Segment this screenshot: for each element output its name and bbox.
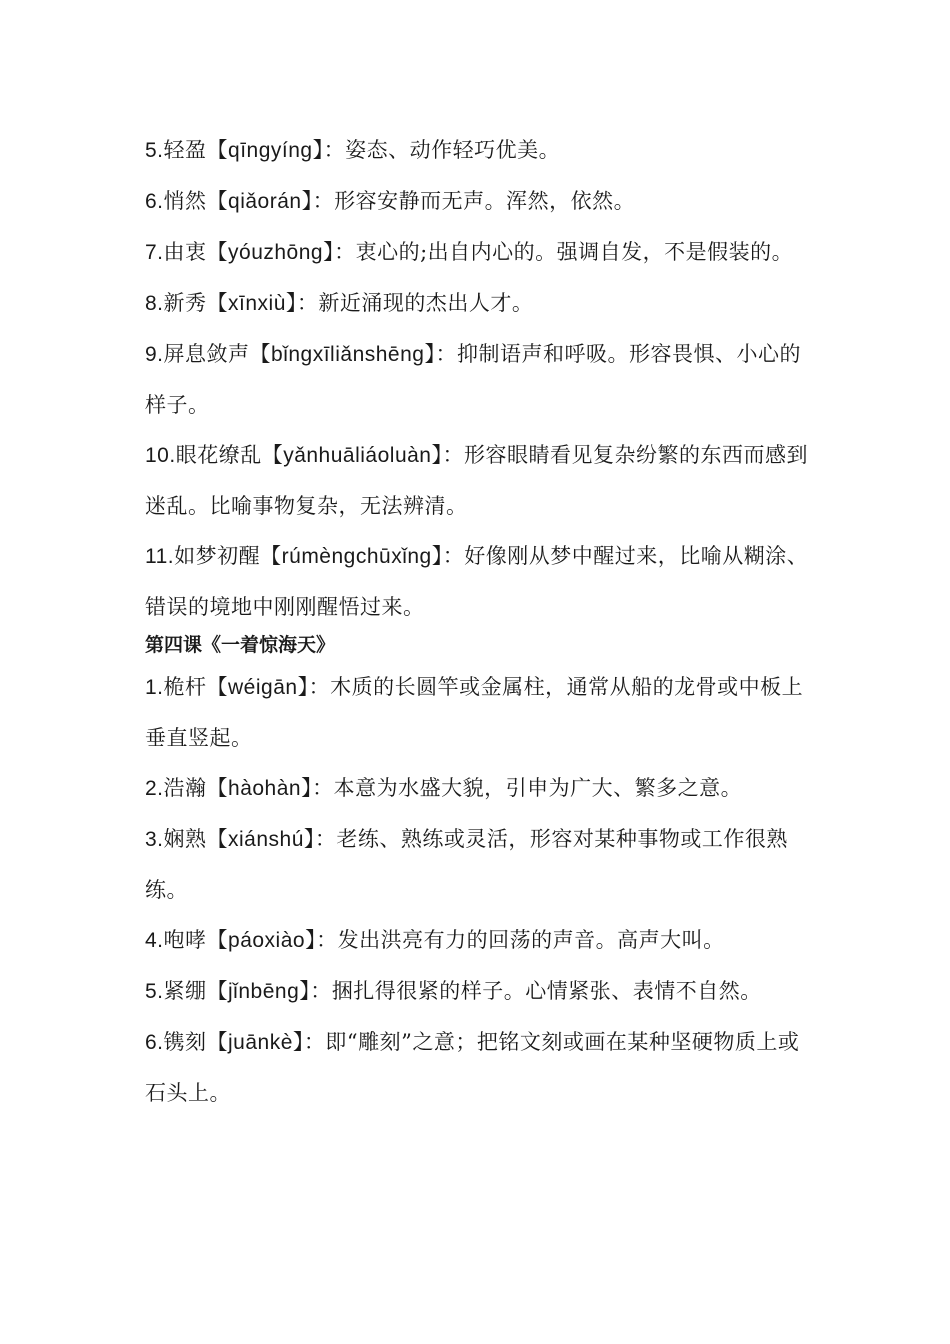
vocab-pinyin: 【yóuzhōng】 [206,241,335,264]
vocab-entry: 1.桅杆【wéigān】：木质的长圆竿或金属柱，通常从船的龙骨或中板上垂直竖起。 [145,675,804,750]
vocab-definition: ：抑制语声和呼吸。形容畏惧、小心的样子。 [145,342,801,417]
vocab-word: 轻盈 [163,138,207,162]
vocab-word: 镌刻 [163,1030,207,1054]
lesson-heading: 第四课《一着惊海天》 [145,634,336,656]
vocab-word: 娴熟 [163,827,207,851]
vocab-word: 咆哮 [163,928,207,952]
vocab-entry: 6.镌刻【juānkè】：即“雕刻”之意；把铭文刻或画在某种坚硬物质上或石头上。 [145,1030,800,1105]
vocab-word: 眼花缭乱 [175,443,262,467]
vocab-definition: ：老练、熟练或灵活，形容对某种事物或工作很熟练。 [145,827,788,902]
vocab-entry: 5.紧绷【jǐnbēng】：捆扎得很紧的样子。心情紧张、表情不自然。 [145,979,762,1003]
vocab-entry: 11.如梦初醒【rúmèngchūxǐng】：好像刚从梦中醒过来，比喻从糊涂、错误的境地中刚刚醒悟过来。 [145,544,809,619]
vocab-pinyin: 【xīnxiù】 [206,292,297,315]
vocab-pinyin: 【rúmèngchūxǐng】 [260,545,443,568]
vocab-pinyin: 【wéigān】 [206,676,309,699]
vocab-entry: 2.浩瀚【hàohàn】：本意为水盛大貌，引申为广大、繁多之意。 [145,776,743,800]
vocab-word: 如梦初醒 [174,544,261,568]
vocab-definition: ：发出洪亮有力的回荡的声音。高声大叫。 [316,928,725,952]
vocab-pinyin: 【páoxiào】 [206,929,317,952]
vocab-entry: 7.由衷【yóuzhōng】：衷心的;出自内心的。强调自发，不是假装的。 [145,240,794,264]
vocab-word: 由衷 [163,240,207,264]
vocab-pinyin: 【qiǎorán】 [206,190,313,213]
vocab-pinyin: 【bǐngxīliǎnshēng】 [249,343,436,366]
vocab-definition: ：姿态、动作轻巧优美。 [323,138,561,162]
vocab-entry: 8.新秀【xīnxiù】：新近涌现的杰出人才。 [145,291,534,315]
vocab-pinyin: 【hàohàn】 [206,777,313,800]
vocab-word: 桅杆 [163,675,207,699]
vocab-entry: 5.轻盈【qīngyíng】：姿态、动作轻巧优美。 [145,138,561,162]
vocab-entry: 4.咆哮【páoxiào】：发出洪亮有力的回荡的声音。高声大叫。 [145,928,725,952]
vocab-definition: ：木质的长圆竿或金属柱，通常从船的龙骨或中板上垂直竖起。 [145,675,804,750]
vocab-pinyin: 【xiánshú】 [206,828,315,851]
vocab-pinyin: 【qīngyíng】 [206,139,324,162]
document-page [145,125,810,1118]
vocab-word: 悄然 [163,189,207,213]
vocab-entry: 10.眼花缭乱【yǎnhuāliáoluàn】：形容眼睛看见复杂纷繁的东西而感到迷乱。比喻事物复杂，无法辨清。 [145,443,808,518]
vocab-entry: 6.悄然【qiǎorán】：形容安静而无声。浑然，依然。 [145,189,636,213]
vocab-word: 屏息敛声 [163,342,250,366]
vocab-entry: 9.屏息敛声【bǐngxīliǎnshēng】：抑制语声和呼吸。形容畏惧、小心的样子。 [145,342,801,417]
vocab-definition: ：形容安静而无声。浑然，依然。 [312,189,636,213]
vocab-word: 新秀 [163,291,207,315]
vocab-definition: ：形容眼睛看见复杂纷繁的东西而感到迷乱。比喻事物复杂，无法辨清。 [145,443,808,518]
vocab-word: 紧绷 [163,979,207,1003]
vocab-definition: ：捆扎得很紧的样子。心情紧张、表情不自然。 [310,979,762,1003]
vocab-definition: ：新近涌现的杰出人才。 [296,291,534,315]
vocab-entry: 3.娴熟【xiánshú】：老练、熟练或灵活，形容对某种事物或工作很熟练。 [145,827,788,902]
vocab-definition: ：本意为水盛大貌，引申为广大、繁多之意。 [312,776,743,800]
vocab-word: 浩瀚 [163,776,207,800]
vocab-pinyin: 【juānkè】 [206,1031,304,1054]
vocab-definition: ：即“雕刻”之意；把铭文刻或画在某种坚硬物质上或石头上。 [145,1030,800,1105]
vocab-definition: ：衷心的;出自内心的。强调自发，不是假装的。 [334,240,794,264]
vocab-definition: ：好像刚从梦中醒过来，比喻从糊涂、错误的境地中刚刚醒悟过来。 [145,544,809,619]
vocab-pinyin: 【jǐnbēng】 [206,980,311,1003]
vocab-pinyin: 【yǎnhuāliáoluàn】 [261,444,443,467]
